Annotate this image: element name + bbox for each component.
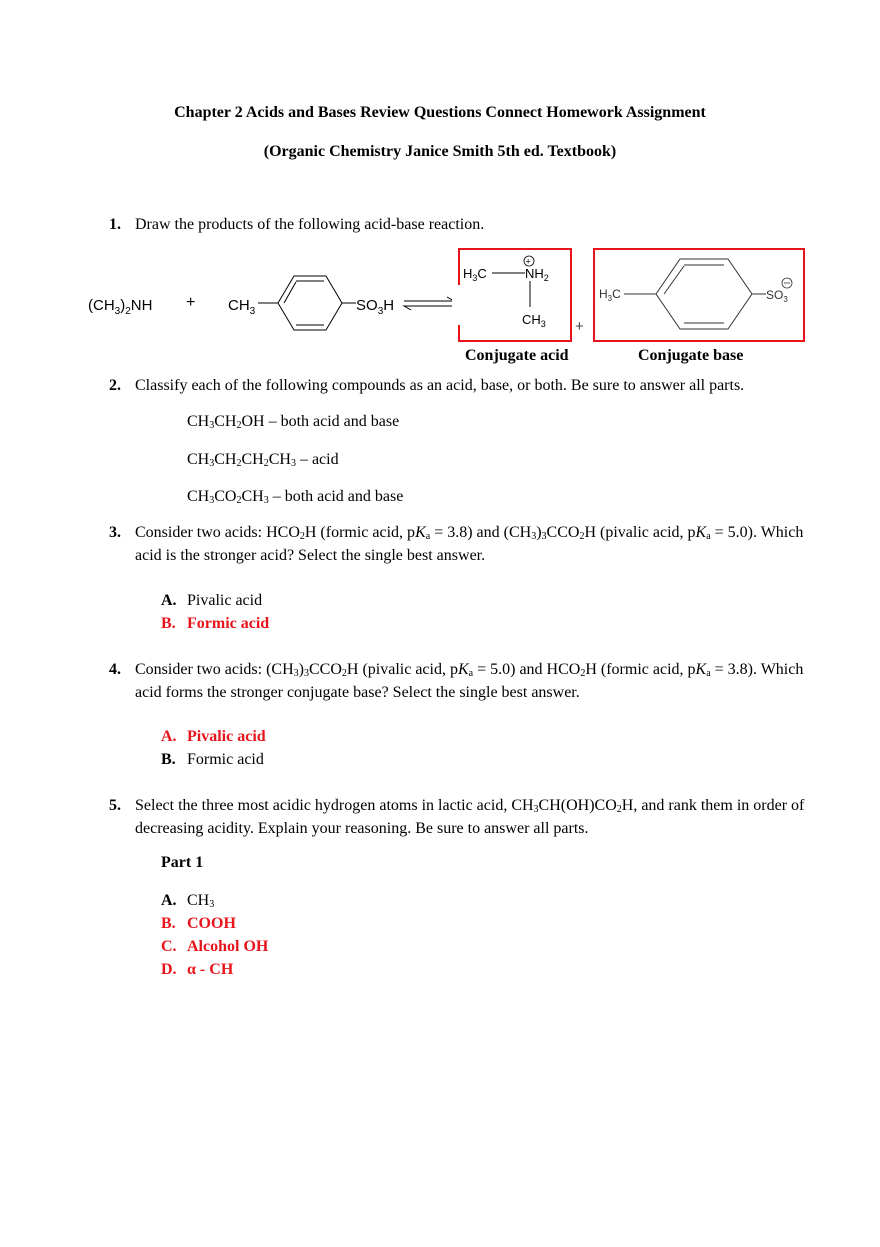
equilibrium-arrow — [404, 297, 454, 310]
question-text: Consider two acids: $(CH_3)_3CCO_2H$ (pivalic acid, $pK_a = 5.0$) and $HCO_2H$ (formic acid, $pK_a = 3.8$). Which acid forms the stronger conjugate base? Select the single best answer. — [135, 661, 804, 701]
question-4 — [109, 658, 809, 704]
conjugate-acid-box — [459, 249, 571, 341]
product-plus-sign: + — [575, 318, 584, 335]
reactant-dimethylamine: $(CH_3)_2NH$ — [88, 297, 153, 317]
sulfonate-group: $SO_3$ — [766, 288, 788, 304]
reaction-scheme — [0, 245, 880, 355]
answer-option-b[interactable]: B. Formic acid — [161, 751, 264, 768]
answer-option-c[interactable]: C. Alcohol OH — [161, 938, 269, 955]
answer-option-a[interactable]: A. Pivalic acid — [161, 592, 263, 609]
question-text: Draw the products of the following acid-base reaction. — [135, 216, 485, 233]
product1-h3c: $H_3C$ — [463, 266, 487, 283]
benzene-ring-product — [656, 259, 752, 329]
svg-text:+: + — [525, 256, 531, 267]
compound-item: $CH_3CH_2CH_2CH_3$ – acid — [187, 451, 339, 469]
question-number: 1. — [109, 216, 121, 233]
sulfonic-acid-group: $SO_3H$ — [356, 297, 395, 317]
answer-option-b[interactable]: B. Formic acid — [161, 615, 270, 632]
benzene-ring-reactant — [278, 276, 342, 330]
product1-ch3: $CH_3$ — [522, 312, 546, 329]
compound-item: $CH_3CO_2CH_3$ – both acid and base — [187, 488, 404, 506]
caption-conjugate-acid: Conjugate acid — [465, 347, 569, 364]
answer-option-a[interactable]: A. $CH_3$ — [161, 892, 215, 910]
plus-sign: + — [186, 294, 196, 311]
question-1 — [109, 213, 809, 236]
part-heading: Part 1 — [161, 854, 204, 871]
question-number: 2. — [109, 377, 121, 394]
question-number: 3. — [109, 524, 121, 541]
question-text: Classify each of the following compounds as an acid, base, or both. Be sure to answer all parts. — [135, 377, 745, 394]
answer-option-a[interactable]: A. Pivalic acid — [161, 728, 266, 745]
answer-option-d[interactable]: D. α - CH — [161, 961, 234, 978]
product1-nh2: $NH_2$ — [525, 266, 549, 283]
document-title: Chapter 2 Acids and Bases Review Questions Connect Homework Assignment — [174, 104, 706, 121]
document-subtitle: (Organic Chemistry Janice Smith 5th ed. Textbook) — [263, 143, 617, 160]
question-number: 4. — [109, 661, 121, 678]
product2-h3c: $H_3C$ — [599, 287, 621, 303]
methyl-group: $CH_3$ — [228, 297, 256, 317]
question-number: 5. — [109, 797, 121, 814]
question-2 — [109, 374, 809, 397]
question-text: Select the three most acidic hydrogen atoms in lactic acid, $CH_3CH(OH)CO_2H$, and rank them in order of decreasing acidity. Explain your reasoning. Be sure to answer all parts. — [135, 797, 805, 837]
compound-item: $CH_3CH_2OH$ – both acid and base — [187, 413, 400, 431]
answer-option-b[interactable]: B. COOH — [161, 915, 236, 932]
question-5 — [109, 794, 809, 840]
caption-conjugate-base: Conjugate base — [638, 347, 744, 364]
question-3 — [109, 521, 809, 567]
question-text: Consider two acids: $HCO_2H$ (formic acid, $pK_a = 3.8$) and $(CH_3)_3CCO_2H$ (pivalic acid, $pK_a = 5.0$). Which acid is the stronger acid? Select the single best answer. — [135, 524, 804, 564]
